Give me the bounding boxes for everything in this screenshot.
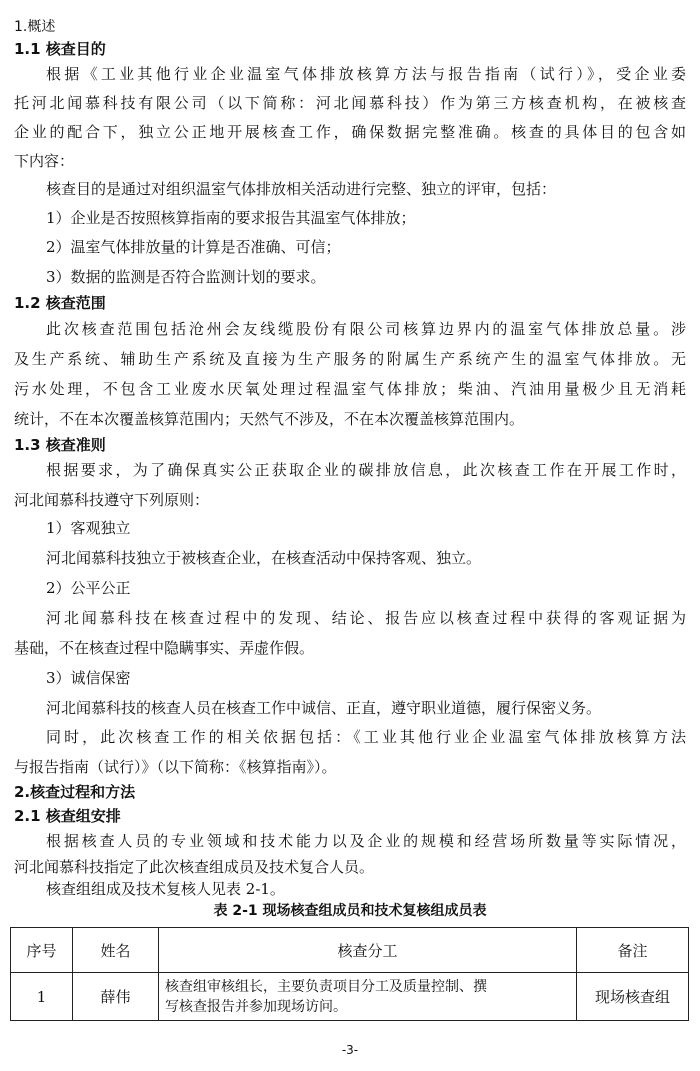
table-caption: 表 2-1 现场核查组成员和技术复核组成员表 [213,903,487,919]
page-number: -3- [341,1043,359,1057]
section-1-heading: 1.概述 [14,19,56,35]
section-2-1-heading: 2.1 核查组安排 [14,807,121,825]
paragraph-line: 根据要求，为了确保真实公正获取企业的碳排放信息，此次核查工作在开展工作时， [46,461,686,479]
principle-title: 3）诚信保密 [46,669,131,687]
table-reference-line: 核查组组成及技术复核人见表 2-1。 [46,880,285,898]
header-cell-no: 序号 [11,928,73,973]
section-1-1-heading: 1.1 核查目的 [14,40,106,58]
paragraph-line: 及生产系统、辅助生产系统及直接为生产服务的附属生产系统产生的温室气体排放。无 [14,350,686,368]
principle-title: 1）客观独立 [46,519,131,537]
members-table [10,927,689,1021]
paragraph-line: 统计，不在本次覆盖核算范围内；天然气不涉及，不在本次覆盖核算范围内。 [14,410,525,428]
paragraph-line: 核查目的是通过对组织温室气体排放相关活动进行完整、独立的评审，包括： [46,180,557,198]
paragraph-line: 同时，此次核查工作的相关依据包括：《工业其他行业企业温室气体排放核算方法 [46,728,686,746]
paragraph-line: 托河北闻慕科技有限公司（以下简称：河北闻慕科技）作为第三方核查机构，在被核查 [14,94,686,112]
cell-remark: 现场核查组 [577,973,689,1021]
section-1-2-heading: 1.2 核查范围 [14,294,106,312]
list-item: 3）数据的监测是否符合监测计划的要求。 [46,268,326,286]
principle-title: 2）公平公正 [46,579,131,597]
paragraph-line: 河北闻慕科技独立于被核查企业，在核查活动中保持客观、独立。 [46,549,482,567]
cell-duty [159,973,577,1021]
section-1-3-heading: 1.3 核查准则 [14,436,106,454]
header-cell-name: 姓名 [73,928,159,973]
paragraph-line: 河北闻慕科技在核查过程中的发现、结论、报告应以核查过程中获得的客观证据为 [46,609,686,627]
table-row [11,973,689,1021]
paragraph-line: 污水处理，不包含工业废水厌氧处理过程温室气体排放；柴油、汽油用量极少且无消耗 [14,380,686,398]
paragraph-line: 河北闻慕科技指定了此次核查组成员及技术复合人员。 [14,858,375,876]
cell-duty-line: 写核查报告并参加现场访问。 [165,998,347,1015]
list-item: 1）企业是否按照核算指南的要求报告其温室气体排放； [46,209,416,227]
cell-no: 1 [11,973,73,1021]
paragraph-line: 根据核查人员的专业领域和技术能力以及企业的规模和经营场所数量等实际情况， [46,832,686,850]
paragraph-line: 根据《工业其他行业企业温室气体排放核算方法与报告指南（试行）》，受企业委 [46,65,686,83]
paragraph-line: 此次核查范围包括沧州会友线缆股份有限公司核算边界内的温室气体排放总量。涉 [46,320,686,338]
cell-duty-line: 核查组审核组长，主要负责项目分工及质量控制、撰 [165,978,487,995]
cell-name: 薛伟 [73,973,159,1021]
list-item: 2）温室气体排放量的计算是否准确、可信； [46,238,341,256]
paragraph-line: 下内容： [14,152,75,170]
section-2-heading: 2.核查过程和方法 [14,783,136,801]
paragraph-line: 河北闻慕科技遵守下列原则： [14,491,210,509]
header-cell-remark: 备注 [577,928,689,973]
table-header-row [11,928,689,973]
paragraph-line: 基础，不在核查过程中隐瞒事实、弄虚作假。 [14,639,315,657]
header-cell-duty: 核查分工 [159,928,577,973]
paragraph-line: 企业的配合下，独立公正地开展核查工作，确保数据完整准确。核查的具体目的包含如 [14,123,686,141]
paragraph-line: 与报告指南（试行）》（以下简称：《核算指南》）。 [14,758,337,776]
paragraph-line: 河北闻慕科技的核查人员在核查工作中诚信、正直，遵守职业道德，履行保密义务。 [46,699,602,717]
